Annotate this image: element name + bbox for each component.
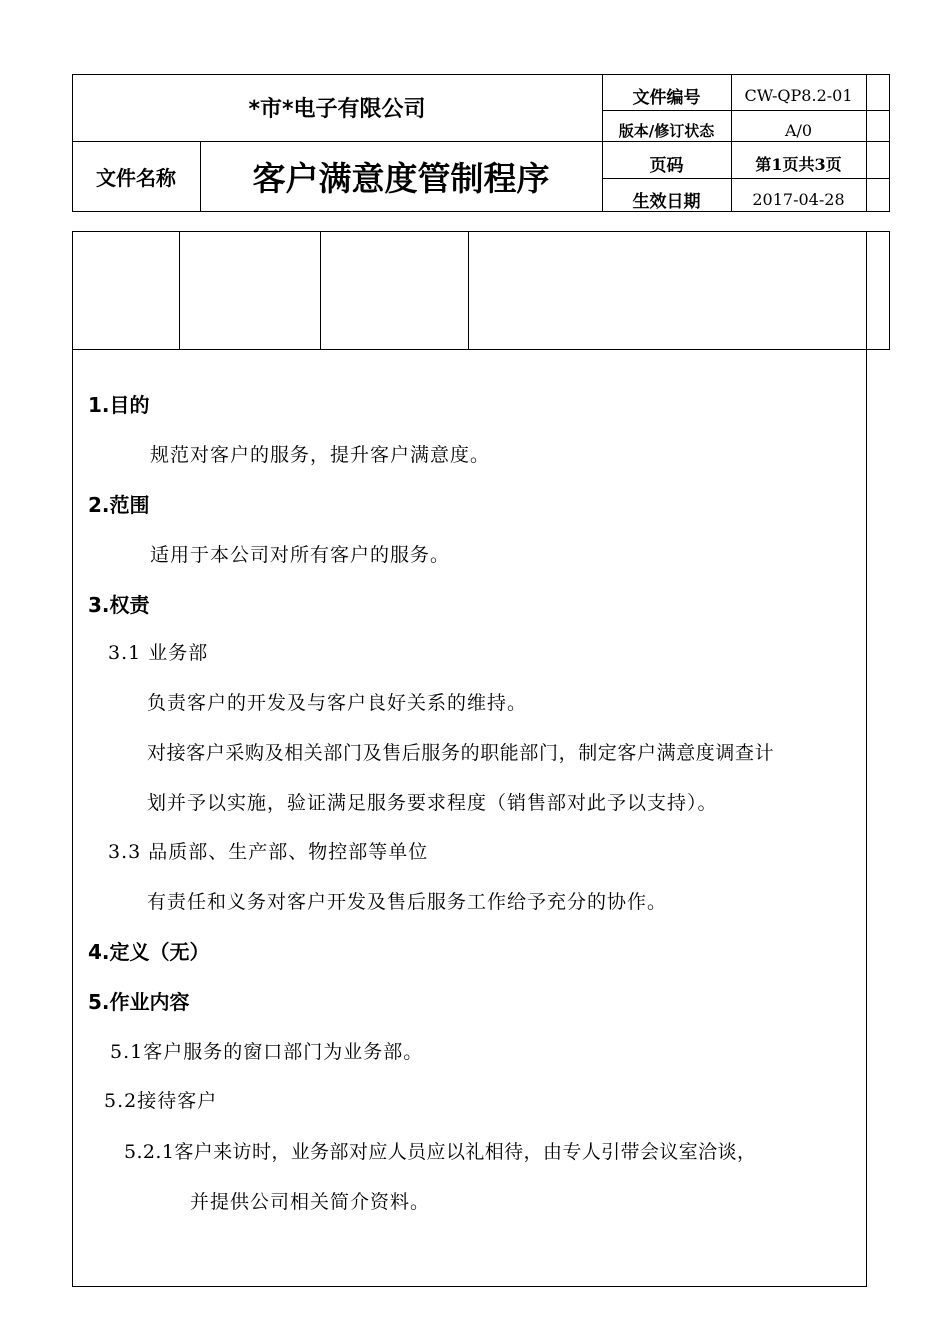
sign-table-col-2: [320, 231, 321, 349]
company-name: *市*电子有限公司: [248, 97, 426, 122]
meta-value-doc-number: CW-QP8.2-01: [744, 85, 853, 105]
meta-value-version: A/0: [784, 120, 813, 140]
sign-table-right: [889, 231, 890, 349]
meta-label-page: 页码: [649, 155, 684, 176]
meta-divider-1: [602, 110, 890, 111]
section-3-heading: 3.权责: [88, 593, 150, 617]
section-1-heading: 1.目的: [88, 393, 150, 417]
sign-table-col-3: [468, 231, 469, 349]
meta-value-page: 第1页共3页: [755, 154, 842, 174]
body-left-border: [72, 231, 73, 1287]
section-5-2-heading: 5.2接待客户: [104, 1090, 218, 1112]
meta-value-effective-date: 2017-04-28: [752, 189, 845, 209]
sign-table-col-1: [179, 231, 180, 349]
file-name-label: 文件名称: [96, 165, 176, 190]
sign-table-bottom: [72, 349, 890, 350]
meta-label-version: 版本/修订状态: [618, 121, 715, 140]
section-3-3-heading: 3.3 品质部、生产部、物控部等单位: [108, 841, 429, 863]
sign-table-col-4: [866, 231, 867, 349]
body-bottom-border: [72, 1286, 867, 1287]
section-5-2-1-text-b: 并提供公司相关简介资料。: [190, 1191, 431, 1213]
sign-table-top: [72, 231, 890, 232]
body-right-border: [866, 349, 867, 1287]
section-3-1-heading: 3.1 业务部: [108, 642, 209, 664]
header-inner-right-border: [866, 74, 867, 212]
section-5-2-1-text-a: 5.2.1客户来访时，业务部对应人员应以礼相待，由专人引带会议室洽谈，: [124, 1141, 757, 1163]
section-2-text: 适用于本公司对所有客户的服务。: [150, 544, 451, 566]
header-outer-right-border: [889, 74, 890, 212]
section-3-1-text-2a: 对接客户采购及相关部门及售后服务的职能部门，制定客户满意度调查计: [147, 742, 775, 764]
section-5-heading: 5.作业内容: [88, 990, 190, 1014]
meta-label-doc-number: 文件编号: [632, 87, 701, 108]
section-3-3-text: 有责任和义务对客户开发及售后服务工作给予充分的协作。: [147, 891, 668, 913]
section-3-1-text-1: 负责客户的开发及与客户良好关系的维持。: [147, 692, 528, 714]
meta-divider-3: [602, 178, 890, 179]
section-2-heading: 2.范围: [88, 493, 150, 517]
section-4-heading: 4.定义（无）: [88, 940, 210, 964]
section-1-text: 规范对客户的服务，提升客户满意度。: [150, 444, 491, 466]
meta-label-effective-date: 生效日期: [632, 191, 701, 212]
section-5-1-text: 5.1客户服务的窗口部门为业务部。: [110, 1041, 424, 1063]
document-title: 客户满意度管制程序: [252, 158, 550, 198]
section-3-1-text-2b: 划并予以实施，验证满足服务要求程度（销售部对此予以支持）。: [147, 792, 718, 814]
